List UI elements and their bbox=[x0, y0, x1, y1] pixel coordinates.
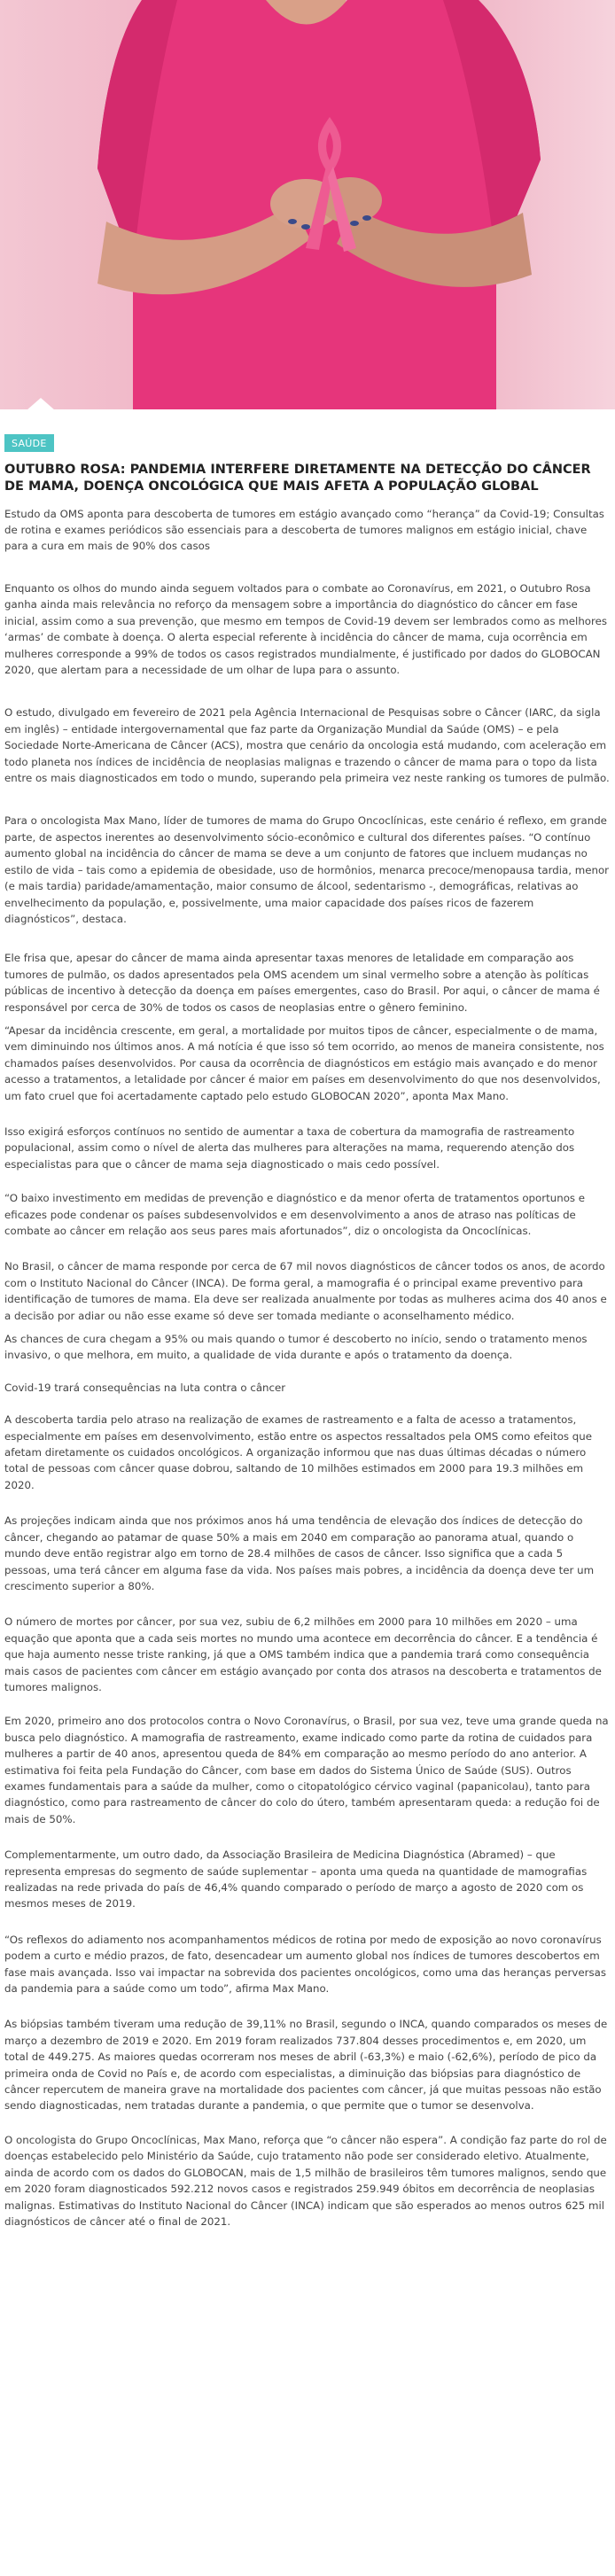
article-paragraph: No Brasil, o câncer de mama responde por cerca de 67 mil novos diagnósticos de câncer todos os anos, de acordo com o Instituto Nacional do Câncer (INCA). De forma geral, a mamografia é o principal exame preventivo para identificação de tumores de mama. Ela deve ser realizada anualmente por todas as mulheres acima dos 40 anos e a decisão por adiar ou não esse exame só deve ser tomada mediante o aconselhamento médico. bbox=[4, 1260, 607, 1322]
article-paragraph: Em 2020, primeiro ano dos protocolos contra o Novo Coronavírus, o Brasil, por sua vez, teve uma grande queda na busca pelo diagnóstico. A mamografia de rastreamento, exame indicado como parte da rotina de cuidados para mulheres a partir de 40 anos, apresentou queda de 84% em comparação ao mesmo período do ano anterior. A estimativa foi feita pela Fundação do Câncer, com base em dados do Sistema Único de Saúde (SUS). Outros exames fundamentais para a saúde da mulher, como o citopatológico cérvico vaginal (papanicolau), tanto para diagnóstico, como para rastreamento de câncer do colo do útero, também apresentaram queda: a redução foi de mais de 50%. bbox=[4, 1715, 609, 1825]
article-paragraph: As chances de cura chegam a 95% ou mais quando o tumor é descoberto no início, sendo o tratamento menos invasivo, o que melhora, em muito, a qualidade de vida durante e após o tratamento da doença. bbox=[4, 1333, 588, 1362]
article-paragraph: Complementarmente, um outro dado, da Associação Brasileira de Medicina Diagnóstica (Abramed) – que representa empresas do segmento de saúde suplementar – aponta uma queda na quantidade de mamografias realizadas na rede privada do país de 46,4% quando comparado o período de março a agosto de 2020 com os mesmos meses de 2019. bbox=[4, 1848, 588, 1911]
article-paragraph: Enquanto os olhos do mundo ainda seguem voltados para o combate ao Coronavírus, em 2021, o Outubro Rosa ganha ainda mais relevância no reforço da mensagem sobre a importância do diagnóstico do câncer em fase inicial, assim como a sua prevenção, que mesmo em tempos de Covid-19 devem ser lembrados como as melhores ‘armas’ de combate à doença. O alerta especial referente à incidência do câncer de mama, cuja ocorrência em mulheres corresponde a 99% de todos os casos registrados mundialmente, é justificado por dados do GLOBOCAN 2020, que alertam para a necessidade de um olhar de lupa para o assunto. bbox=[4, 582, 608, 677]
pink-ribbon-photo bbox=[0, 0, 615, 409]
article-paragraph: Para o oncologista Max Mano, líder de tumores de mama do Grupo Oncoclínicas, este cenário é reflexo, em grande parte, de aspectos inerentes ao desenvolvimento sócio-econômico e cultural dos diferentes países. “O contínuo aumento global na incidência do câncer de mama se deve a um conjunto de fatores que incluem mudanças no estilo de vida – tais como a epidemia de obesidade, uso de hormônios, menarca precoce/menopausa tardia, menor (e mais tardia) paridade/amamentação, maior consumo de álcool, sedentarismo -, demográficas, relativas ao envelhecimento da população, e, possivelmente, uma maior capacidade dos países ricos de fazerem diagnósticos”, destaca. bbox=[4, 814, 610, 925]
article-paragraph: O número de mortes por câncer, por sua vez, subiu de 6,2 milhões em 2000 para 10 milhões em 2020 – uma equação que aponta que a cada seis mortes no mundo uma acontece em decorrência do câncer. E a tendência é que haja aumento nesse triste ranking, já que a OMS também indica que a pandemia trará como consequência mais casos de pacientes com câncer em estágio avançado por conta dos atrasos na descoberta e tratamentos de tumores malignos. bbox=[4, 1615, 602, 1693]
article-content bbox=[0, 409, 615, 2230]
category-badge[interactable]: SAÚDE bbox=[4, 434, 54, 452]
hero-image bbox=[0, 0, 615, 409]
article-paragraph: A descoberta tardia pelo atraso na realização de exames de rastreamento e a falta de acesso a tratamentos, especialmente em países em desenvolvimento, estão entre os aspectos ressaltados pela OMS como efeitos que afetam diretamente os cuidados oncológicos. A organização informou que nas duas últimas décadas o número total de pessoas com câncer quase dobrou, saltando de 10 milhões estimados em 2000 para 19.3 milhões em 2020. bbox=[4, 1413, 593, 1491]
hero-notch bbox=[27, 398, 55, 409]
article-paragraph: “O baixo investimento em medidas de prevenção e diagnóstico e da menor oferta de tratamentos oportunos e eficazes pode condenar os países subdesenvolvidos e em desenvolvimento a anos de atraso nas políticas de combate ao câncer em relação aos seus pares mais afortunados”, diz o oncologista da Oncoclínicas. bbox=[4, 1192, 586, 1237]
article-paragraph: As projeções indicam ainda que nos próximos anos há uma tendência de elevação dos índices de detecção do câncer, chegando ao patamar de quase 50% a mais em 2040 em comparação ao panorama atual, quando o mundo deve então registrar algo em torno de 28.4 milhões de casos de câncer. Isso significa que a cada 5 pessoas, uma terá câncer em alguma fase da vida. Nos países mais pobres, a incidência da doença deve ter um crescimento superior a 80%. bbox=[4, 1514, 595, 1592]
article-lead: Estudo da OMS aponta para descoberta de tumores em estágio avançado como “herança” da Covid-19; Consultas de rotina e exames periódicos são essenciais para a descoberta de tumores malignos em estágio inicial, chave para a cura em mais de 90% dos casos bbox=[4, 508, 604, 552]
article-paragraph: Ele frisa que, apesar do câncer de mama ainda apresentar taxas menores de letalidade em comparação aos tumores de pulmão, os dados apresentados pela OMS acendem um sinal vermelho sobre a atenção às políticas públicas de incentivo à detecção da doença em países emergentes, caso do Brasil. Por aqui, o câncer de mama é responsável por cerca de 30% de todos os casos de neoplasias entre o gênero feminino. bbox=[4, 952, 600, 1014]
article-paragraph: “Apesar da incidência crescente, em geral, a mortalidade por muitos tipos de câncer, especialmente o de mama, vem diminuindo nos últimos anos. A má notícia é que isso só tem ocorrido, ao menos de maneira consistente, nos chamados países desenvolvidos. Por causa da ocorrência de diagnósticos em estágio mais avançado e do menor acesso a tratamentos, a letalidade por câncer é maior em países em desenvolvimento do que nos desenvolvidos, um fato cruel que foi acertadamente captado pelo estudo GLOBOCAN 2020”, aponta Max Mano. bbox=[4, 1023, 604, 1102]
article-paragraph: O oncologista do Grupo Oncoclínicas, Max Mano, reforça que “o câncer não espera”. A condição faz parte do rol de doenças estabelecido pelo Ministério da Saúde, cujo tratamento não pode ser considerado eletivo. Atualmente, ainda de acordo com os dados do GLOBOCAN, mais de 1,5 milhão de brasileiros têm tumores malignos, sendo que em 2020 foram diagnosticados 592.212 novos casos e registrados 259.949 óbitos em decorrência de neoplasias malignas. Estimativas do Instituto Nacional do Câncer (INCA) indicam que são esperados ao menos outros 625 mil diagnósticos de câncer até o final de 2021. bbox=[4, 2133, 607, 2228]
article-title: OUTUBRO ROSA: PANDEMIA INTERFERE DIRETAMENTE NA DETECÇÃO DO CÂNCER DE MAMA, DOENÇA ONCOLÓGICA QUE MAIS AFETA A POPULAÇÃO GLOBAL bbox=[4, 463, 591, 494]
article-paragraph: Isso exigirá esforços contínuos no sentido de aumentar a taxa de cobertura da mamografia de rastreamento populacional, assim como o nível de alerta das mulheres para alterações na mama, requerendo atenção dos especialistas para que o câncer de mama seja diagnosticado o mais cedo possível. bbox=[4, 1125, 575, 1171]
article-body bbox=[4, 580, 611, 2230]
article-paragraph: “Os reflexos do adiamento nos acompanhamentos médicos de rotina por medo de exposição ao novo coronavírus podem a curto e médio prazos, de fato, desencadear um aumento global nos índices de tumores descobertos em fase mais avançada. Isso vai impactar na sobrevida dos pacientes oncológicos, como uma das heranças perversas da pandemia para a saúde como um todo”, afirma Max Mano. bbox=[4, 1933, 607, 1996]
article-paragraph: As biópsias também tiveram uma redução de 39,11% no Brasil, segundo o INCA, quando comparados os meses de março a dezembro de 2019 e 2020. Em 2019 foram realizados 737.804 desses procedimentos e, em 2020, um total de 449.275. As maiores quedas ocorreram nos meses de abril (-63,3%) e maio (-62,6%), período de pico da primeira onda de Covid no País e, de acordo com especialistas, a diminuição das biópsias para diagnóstico de câncer repercutem de maneira grave na mortalidade dos pacientes com câncer, já que muitas pessoas não estão sendo diagnosticadas, nem tratadas durante a pandemia, o que permite que o tumor se desenvolva. bbox=[4, 2018, 608, 2113]
article-paragraph: O estudo, divulgado em fevereiro de 2021 pela Agência Internacional de Pesquisas sobre o Câncer (IARC, da sigla em inglês) – entidade intergovernamental que faz parte da Organização Mundial da Saúde (OMS) – e pela Sociedade Norte-Americana de Câncer (ACS), mostra que cenário da oncologia está mudando, com aceleração em todo planeta nos índices de incidência de neoplasias malignas e trazendo o câncer de mama para o topo da lista entre os mais diagnosticados em todo o mundo, superando pela primeira vez neste ranking os tumores de pulmão. bbox=[4, 706, 610, 785]
article-paragraph: Covid-19 trará consequências na luta contra o câncer bbox=[4, 1381, 286, 1394]
